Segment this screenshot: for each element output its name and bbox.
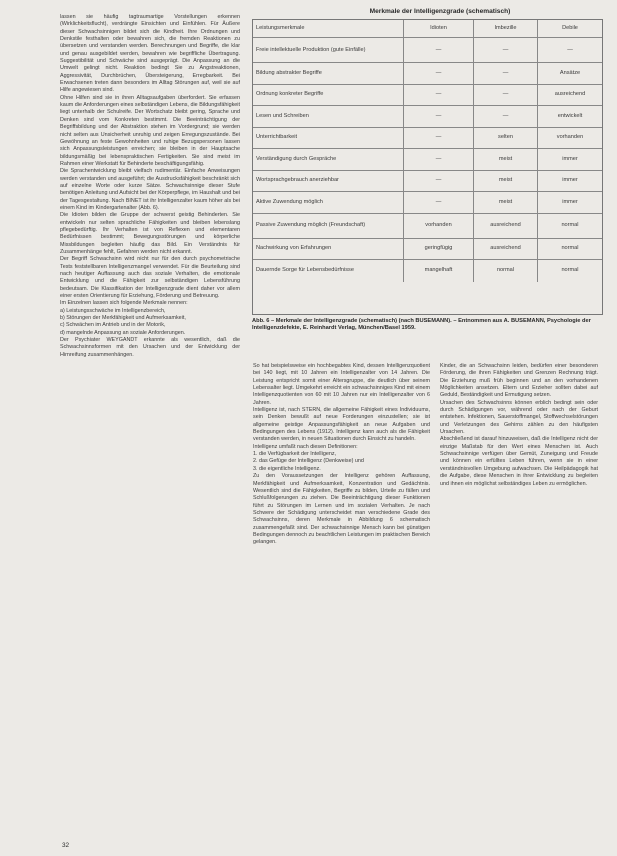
table-header-cell: Debile: [537, 20, 602, 37]
intelligence-grades-table: [252, 19, 603, 315]
table-cell: Ansätze: [537, 63, 602, 84]
table-cell: Ordnung konkreter Begriffe: [256, 91, 324, 98]
table-row: [253, 260, 602, 282]
table-cell: —: [473, 85, 537, 106]
table-cell: —: [403, 38, 473, 62]
paragraph: Die Sprachentwicklung bleibt vielfach rudimentär. Einfache Anweisungen werden verstanden und ausgeführt; die Ausdrucksfähigkeit beschränkt sich auf einzelne Worte oder kurze Sätze. Schwachsinnige dieser Stufe benötigen Anleitung und Aufsicht bei der Körperpflege, im Haushalt und bei der Tagesgestaltung. Nach BINET ist ihr Intelligenzalter kaum höher als bei einem Kind im Kindergartenalter (Abb. 6).: [60, 168, 240, 211]
left-text-column: [60, 14, 240, 814]
table-cell: normal: [537, 260, 602, 282]
list-item: a) Leistungsschwäche im Intelligenzbereich,: [60, 307, 166, 314]
table-cell: Nachwirkung von Erfahrungen: [256, 245, 332, 252]
paragraph: Intelligenz ist, nach STERN, die allgemeine Fähigkeit eines Individuums, sein Denken bewußt auf neue Forderungen einzustellen; sie ist allgemeine geistige Anpassungsfähigkeit an neue Aufgaben und Bedingungen des Lebens (1912). Intelligenz kann auch als die Fähigkeit verstanden werden, in neuen Situationen durch Einsicht zu handeln.: [253, 407, 430, 443]
table-cell: geringfügig: [403, 239, 473, 260]
table-cell: Passive Zuwendung möglich (Freundschaft): [256, 222, 366, 229]
table-cell: meist: [473, 171, 537, 192]
paragraph: Abschließend ist darauf hinzuweisen, daß die Intelligenz nicht der einzige Maßstab für den Wert eines Menschen ist. Auch Schwachsinnige verfügen über Gemüt, Zuneigung und Freude und können ein erfülltes Leben führen, wenn sie in einer verständnisvollen Umgebung aufwachsen. Die Heilpädagogik hat die Aufgabe, diese Menschen in ihrer Entwicklung zu begleiten und ihnen ein möglichst selbständiges Leben zu ermöglichen.: [440, 436, 598, 487]
table-cell: meist: [473, 192, 537, 213]
table-cell: normal: [537, 214, 602, 238]
table-cell: —: [403, 171, 473, 192]
table-cell: —: [537, 38, 602, 62]
list-item: 2. das Gefüge der Intelligenz (Denkweise) und: [253, 458, 364, 465]
table-cell: —: [403, 106, 473, 127]
table-cell: Aktive Zuwendung möglich: [256, 198, 323, 205]
table-cell: Verständigung durch Gespräche: [256, 155, 337, 162]
table-cell: —: [403, 128, 473, 149]
table-cell: normal: [473, 260, 537, 282]
middle-text-column: [253, 363, 430, 839]
table-cell: —: [473, 38, 537, 62]
table-row: [253, 192, 602, 214]
paragraph: Zu den Voraussetzungen der Intelligenz gehören Auffassung, Merkfähigkeit und Aufmerksamkeit, Konzentration und Gedächtnis. Wesentlich sind die Fähigkeiten, Begriffe zu bilden, Urteile zu fällen und Schlußfolgerungen zu ziehen. Die Beeinträchtigung dieser Funktionen führt zu Störungen im Lernen und im sozialen Verhalten. Je nach Schwere der Schädigung unterscheidet man verschiedene Grade des Schwachsinns, deren Merkmale in Abbildung 6 schematisch zusammengefaßt sind. Der schwachsinnige Mensch kann bei günstigen Bedingungen dennoch zu beachtlichen Leistungen im praktischen Bereich gelangen.: [253, 473, 430, 546]
paragraph: Ursachen des Schwachsinns können erblich bedingt sein oder durch Schädigungen vor, während oder nach der Geburt entstehen. Infektionen, Sauerstoffmangel, Stoffwechselstörungen und Verletzungen des Gehirns zählen zu den häufigsten Ursachen.: [440, 399, 598, 436]
table-cell: immer: [537, 171, 602, 192]
list-item: d) mangelnde Anpassung an soziale Anforderungen.: [60, 329, 186, 336]
table-cell: Bildung abstrakter Begriffe: [256, 69, 322, 76]
table-cell: ausreichend: [473, 239, 537, 260]
table-row: [253, 171, 602, 193]
paragraph: Die Idioten bilden die Gruppe der schwerst geistig Behinderten. Sie entwickeln nur selten sprachliche Fähigkeiten und bleiben lebenslang pflegebedürftig. Ihr Verhalten ist von Reflexen und elementaren Bedürfnissen bestimmt; Bewegungsstörungen und körperliche Missbildungen begleiten häufig das Bild. Ein Verständnis für Zusammenhänge fehlt, Gefahren werden nicht erkannt.: [60, 212, 240, 255]
figure-caption: Abb. 6 – Merkmale der Intelligenzgrade (schematisch) (nach BUSEMANN). – Entnommen aus A. BUSEMANN, Psychologie der Intelligenzdefekte, E. Reinhardt Verlag, München/Basel 1959.: [252, 318, 591, 332]
paragraph: Im Einzelnen lassen sich folgende Merkmale nennen:: [60, 300, 188, 307]
paragraph: lassen sie häufig tagtraumartige Vorstellungen erkennen (Wirklichkeitsflucht), verdrängte Einsichten und Einfühlen. Für Äußere dieser Schwachsinnigen bildet sich die Kindheit. Ihre Ordnungen und Denkstile festhalten oder bewahren sich, die fremden Reaktionen zu übersetzen und verstanden werden. Berechnungen und Begriffe, die klar und genau ausgebildet werden, bewahren wie begriffliche Übertragung. Suggestibilität und Schwäche sind ausgeprägt. Die Anpassung an die Umwelt gelingt nicht. Reaktion bedingt Sie zu Angstreaktionen, Aggressivität, Durchbrüchen, Übersteigerung, Erregbarkeit. Bei Erwachsenen treten dann besonders im Alltag Störungen auf, weil sie auf Hilfe angewiesen sind.: [60, 14, 240, 94]
table-row: [253, 128, 602, 150]
table-cell: —: [473, 106, 537, 127]
list-item: c) Schwächen im Antrieb und in der Motorik,: [60, 322, 166, 329]
paragraph: So hat beispielsweise ein hochbegabtes Kind, dessen Intelligenzquotient bei 140 liegt, mit 10 Jahren ein Intelligenzalter von 14 Jahren. Die Leistung entspricht somit einer Altersgruppe, die deutlich über seinem Lebensalter liegt. Umgekehrt erreicht ein schwachsinniges Kind mit einem Intelligenzquotienten von 60 mit 10 Jahren nur ein Intelligenzalter von 6 Jahren.: [253, 363, 430, 406]
table-cell: —: [403, 192, 473, 213]
table-cell: vorhanden: [403, 214, 473, 238]
table-header-cell: Idioten: [403, 20, 473, 37]
table-cell: Wortsprachgebrauch anerziehbar: [256, 177, 339, 184]
paragraph: Der Begriff Schwachsinn wird nicht nur für den durch psychometrische Tests feststellbaren Intelligenzmangel verwendet. Für die Beurteilung sind nach heutiger Auffassung auch das soziale Verhalten, die emotionale Entwicklung und die Fähigkeit zur selbständigen Lebensführung bedeutsam. Die Klassifikation der Intelligenzgrade dient daher vor allem einer ersten Orientierung für Erziehung, Förderung und Betreuung.: [60, 256, 240, 300]
table-cell: immer: [537, 149, 602, 170]
table-cell: immer: [537, 192, 602, 213]
table-header-cell: Imbezille: [473, 20, 537, 37]
table-header-cell: Leistungsmerkmale: [256, 25, 305, 32]
table-cell: —: [403, 149, 473, 170]
feature-list: [60, 308, 240, 337]
table-cell: ausreichend: [473, 214, 537, 238]
table-cell: ausreichend: [537, 85, 602, 106]
table-row: [253, 63, 602, 85]
paragraph: Der Psychiater WEYGANDT erkannte als wesentlich, daß die Schwachsinnsformen mit den Ursachen und der Entwicklung der Hirnreifung zusammenhängen.: [60, 337, 240, 358]
table-row: [253, 106, 602, 128]
table-row: [253, 149, 602, 171]
table-cell: meist: [473, 149, 537, 170]
paragraph: Kinder, die an Schwachsinn leiden, bedürfen einer besonderen Förderung, die ihren Fähigkeiten und Grenzen Rechnung trägt. Die Erziehung muß früh beginnen und an den vorhandenen Möglichkeiten ansetzen. Eltern und Erzieher sollten dabei auf Geduld, Beständigkeit und Ermutigung setzen.: [440, 363, 598, 399]
list-item: 3. die eigentliche Intelligenz.: [253, 465, 321, 472]
paragraph: Intelligenz umfaßt nach diesen Definitionen:: [253, 443, 358, 450]
table-cell: entwickelt: [537, 106, 602, 127]
table-cell: Dauernde Sorge für Lebensbedürfnisse: [256, 267, 354, 274]
table-cell: normal: [537, 239, 602, 260]
table-cell: vorhanden: [537, 128, 602, 149]
table-row: [253, 85, 602, 107]
table-title: Merkmale der Intelligenzgrade (schematisch): [369, 8, 511, 15]
table-cell: —: [473, 63, 537, 84]
page-number: 32: [62, 842, 70, 849]
table-row: [253, 214, 602, 239]
table-cell: selten: [473, 128, 537, 149]
list-item: b) Störungen der Merkfähigkeit und Aufmerksamkeit,: [60, 315, 186, 322]
table-cell: —: [403, 63, 473, 84]
table-row: [253, 38, 602, 63]
table-cell: —: [403, 85, 473, 106]
table-header-row: [253, 20, 602, 38]
right-text-column: [440, 363, 598, 839]
list-item: 1. die Verfügbarkeit der Intelligenz,: [253, 451, 337, 458]
table-cell: Lesen und Schreiben: [256, 112, 309, 119]
table-row: [253, 239, 602, 261]
table-cell: mangelhaft: [403, 260, 473, 282]
table-cell: Freie intellektuelle Produktion (gute Einfälle): [256, 46, 366, 53]
table-cell: Unterrichtbarkeit: [256, 134, 298, 141]
paragraph: Ohne Hilfen sind sie in ihren Alltagsaufgaben überfordert. Sie erfassen kaum die Anforderungen eines selbständigen Lebens, die Bildungsfähigkeit liegt unterhalb der Schulreife. Der Wortschatz bleibt gering, Sprache und Denken sind vom Konkreten bestimmt. Die Beeinträchtigung der Begriffsbildung und der Abstraktion stehen im Vordergrund; sie werden nicht selten aus Unsicherheit unruhig und zeigen Erregungszustände. Bei Gewöhnung an feste Gewohnheiten und ruhige Bezugspersonen lassen sich Anpassungsleistungen erreichen; sie bleiben in der Hauptsache bildungsmäßig bei lebenspraktischen Fertigkeiten. Sie sind meist im Rahmen einer Werkstatt für Behinderte beschäftigungsfähig.: [60, 94, 240, 167]
